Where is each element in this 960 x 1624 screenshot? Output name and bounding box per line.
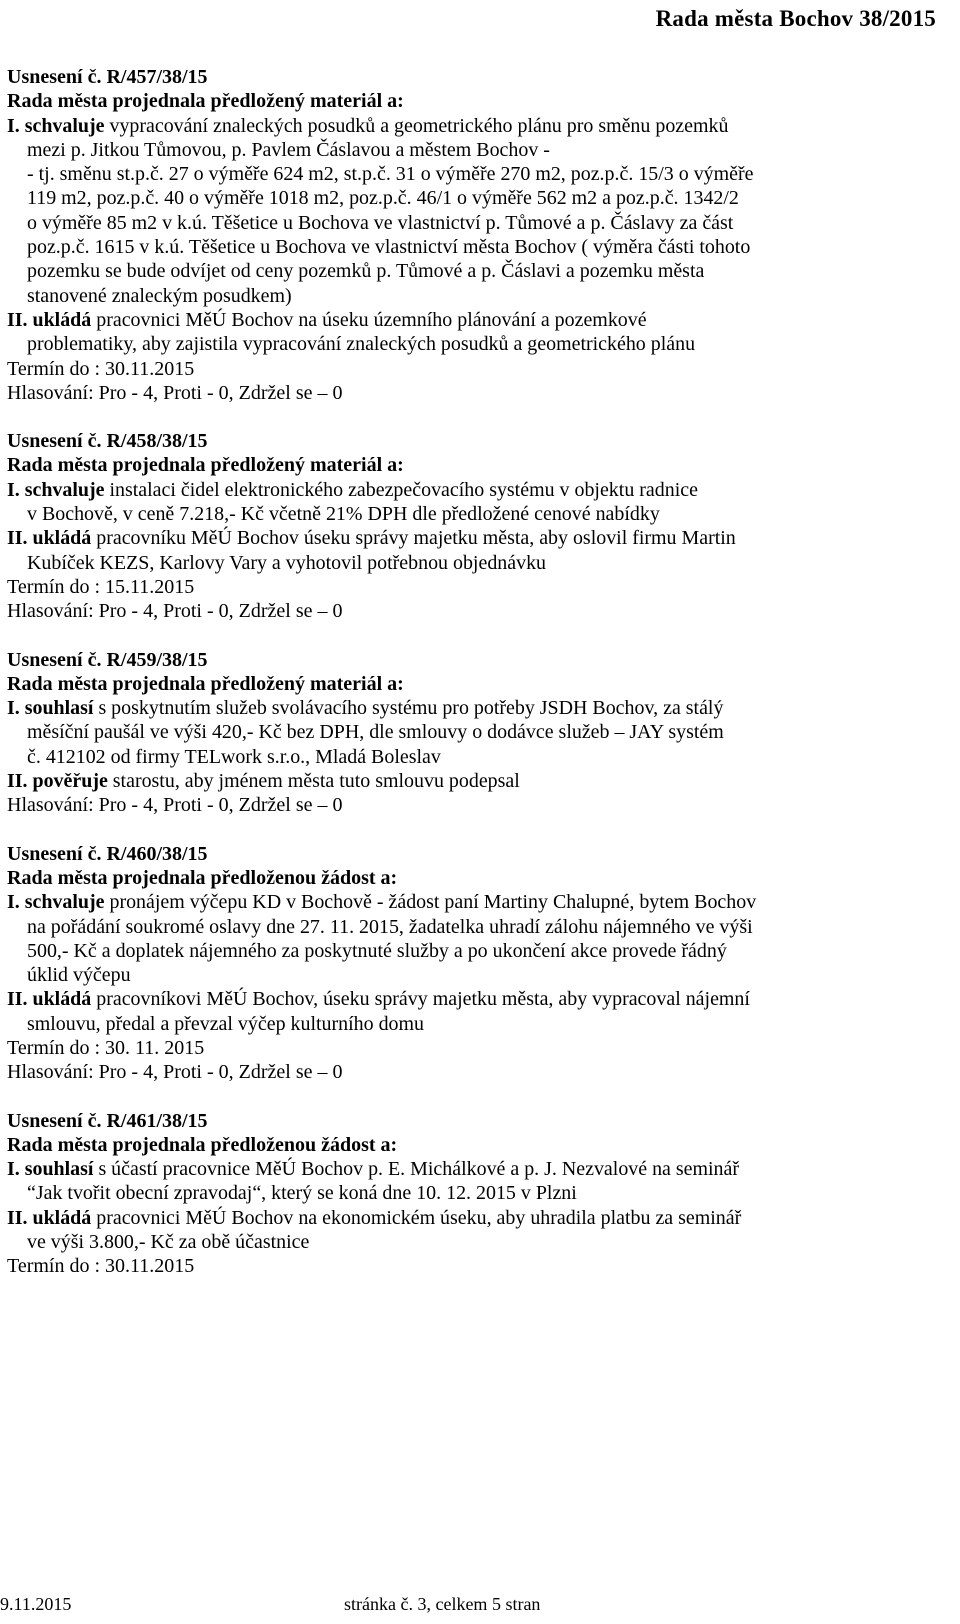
resolution-item-text [7, 1206, 929, 1255]
deadline: Termín do : 30.11.2015 [7, 1255, 195, 1278]
text-line [7, 696, 929, 720]
resolution-verb: souhlasí [24, 697, 94, 720]
resolution-section [7, 429, 929, 623]
text-line [7, 720, 929, 744]
resolution-item-text [7, 308, 929, 357]
deadline: Termín do : 30. 11. 2015 [7, 1036, 205, 1059]
text-line-content: o výměře 85 m2 v k.ú. Těšetice u Bochova ve vlastnictví p. Tůmové a p. Čáslavy za část [27, 211, 734, 234]
text-line-content: pronájem výčepu KD v Bochově - žádost paní Martiny Chalupné, bytem Bochov [104, 891, 757, 914]
resolution-item-text [7, 987, 929, 1036]
text-line [7, 138, 929, 162]
resolution-item [7, 478, 929, 527]
text-line [7, 890, 929, 914]
resolution-subheading: Rada města projednala předloženou žádost a: [7, 866, 398, 889]
resolution-item-text [7, 696, 929, 769]
text-line [7, 284, 929, 308]
resolution-section [7, 842, 929, 1085]
footer-date: 9.11.2015 [0, 1594, 72, 1614]
roman-numeral: I. [7, 697, 25, 720]
text-line-content: ve výši 3.800,- Kč za obě účastnice [27, 1231, 310, 1254]
text-line-content: pracovnici MěÚ Bochov na ekonomickém úseku, aby uhradila platbu za seminář [91, 1206, 742, 1229]
text-line [7, 332, 929, 356]
deadline: Termín do : 15.11.2015 [7, 575, 195, 598]
text-line [7, 745, 929, 769]
resolution-section [7, 648, 929, 818]
text-line-content: vypracování znaleckých posudků a geometrického plánu pro směnu pozemků [104, 114, 729, 137]
vote-result: Hlasování: Pro - 4, Proti - 0, Zdržel se – 0 [7, 381, 343, 404]
resolution-subheading: Rada města projednala předložený materiál a: [7, 90, 404, 113]
footer-page-number: stránka č. 3, celkem 5 stran [344, 1594, 541, 1614]
resolution-number: Usnesení č. R/457/38/15 [7, 66, 208, 88]
text-line [7, 769, 929, 793]
resolution-verb: ukládá [32, 1206, 92, 1229]
text-line [7, 551, 929, 575]
text-line-content: úklid výčepu [27, 964, 131, 987]
resolution-verb: souhlasí [24, 1158, 94, 1181]
text-line-content: pozemku se bude odvíjet od ceny pozemků p. Tůmové a p. Čáslavi a pozemku města [27, 260, 705, 283]
text-line [7, 186, 929, 210]
text-line [7, 1206, 929, 1230]
text-line [7, 211, 929, 235]
roman-numeral: II. [7, 308, 33, 331]
page-header-title: Rada města Bochov 38/2015 [655, 6, 936, 31]
resolution-section [7, 1109, 929, 1279]
text-line [7, 1230, 929, 1254]
roman-numeral: II. [7, 527, 33, 550]
roman-numeral: II. [7, 1206, 33, 1229]
resolution-item [7, 890, 929, 987]
resolution-verb: ukládá [32, 308, 92, 331]
resolution-verb: ukládá [32, 988, 92, 1011]
deadline: Termín do : 30.11.2015 [7, 357, 195, 380]
roman-numeral: I. [7, 891, 25, 914]
text-line-content: Kubíček KEZS, Karlovy Vary a vyhotovil potřebnou objednávku [27, 551, 547, 574]
resolution-item [7, 987, 929, 1036]
text-line [7, 162, 929, 186]
text-line-content: 119 m2, poz.p.č. 40 o výměře 1018 m2, poz.p.č. 46/1 o výměře 562 m2 a poz.p.č. 1342/2 [27, 187, 739, 210]
resolution-item [7, 1157, 929, 1206]
text-line [7, 1012, 929, 1036]
vote-result: Hlasování: Pro - 4, Proti - 0, Zdržel se – 0 [7, 1061, 343, 1084]
text-line-content: pracovníkovi MěÚ Bochov, úseku správy majetku města, aby vypracoval nájemní [91, 988, 750, 1011]
vote-result: Hlasování: Pro - 4, Proti - 0, Zdržel se – 0 [7, 794, 343, 817]
text-line-content: pracovníku MěÚ Bochov úseku správy majetku města, aby oslovil firmu Martin [91, 527, 736, 550]
text-line-content: č. 412102 od firmy TELwork s.r.o., Mladá Boleslav [27, 745, 441, 768]
text-line [7, 1157, 929, 1181]
text-line [7, 915, 929, 939]
resolution-item-text [7, 526, 929, 575]
resolution-verb: schvaluje [24, 114, 105, 137]
text-line [7, 114, 929, 138]
resolution-subheading: Rada města projednala předložený materiál a: [7, 672, 404, 695]
resolution-number: Usnesení č. R/458/38/15 [7, 430, 208, 453]
text-line-content: mezi p. Jitkou Tůmovou, p. Pavlem Čáslavou a městem Bochov - [27, 138, 550, 161]
text-line-content: - tj. směnu st.p.č. 27 o výměře 624 m2, st.p.č. 31 o výměře 270 m2, poz.p.č. 15/3 o výměře [27, 163, 754, 186]
resolution-item-text [7, 769, 929, 793]
resolution-number: Usnesení č. R/459/38/15 [7, 648, 208, 671]
text-line [7, 502, 929, 526]
text-line [7, 259, 929, 283]
resolution-subheading: Rada města projednala předloženou žádost a: [7, 1133, 398, 1156]
resolution-item-text [7, 1157, 929, 1206]
text-line [7, 987, 929, 1011]
text-line [7, 308, 929, 332]
text-line-content: problematiky, aby zajistila vypracování znaleckých posudků a geometrického plánu [27, 333, 696, 356]
roman-numeral: I. [7, 114, 25, 137]
resolution-item [7, 1206, 929, 1255]
text-line [7, 526, 929, 550]
resolution-item [7, 114, 929, 308]
resolution-verb: ukládá [32, 527, 92, 550]
text-line [7, 939, 929, 963]
text-line-content: na pořádání soukromé oslavy dne 27. 11. 2015, žadatelka uhradí zálohu nájemného ve výši [27, 915, 753, 938]
resolution-verb: pověřuje [32, 770, 108, 793]
resolution-item-text [7, 478, 929, 527]
resolution-item [7, 308, 929, 357]
text-line-content: “Jak tvořit obecní zpravodaj“, který se koná dne 10. 12. 2015 v Plzni [27, 1182, 577, 1205]
roman-numeral: I. [7, 478, 25, 501]
resolution-verb: schvaluje [24, 891, 105, 914]
text-line-content: stanovené znaleckým posudkem) [27, 284, 292, 307]
text-line-content: 500,- Kč a doplatek nájemného za poskytnuté služby a po ukončení akce provede řádný [27, 939, 727, 962]
resolution-item-text [7, 890, 929, 987]
resolution-item [7, 769, 929, 793]
text-line-content: starostu, aby jménem města tuto smlouvu podepsal [107, 770, 520, 793]
resolution-item-text [7, 114, 929, 308]
vote-result: Hlasování: Pro - 4, Proti - 0, Zdržel se – 0 [7, 600, 343, 623]
roman-numeral: II. [7, 770, 33, 793]
text-line-content: poz.p.č. 1615 v k.ú. Těšetice u Bochova ve vlastnictví města Bochov ( výměra části tohoto [27, 236, 751, 259]
text-line [7, 478, 929, 502]
text-line-content: instalaci čidel elektronického zabezpečovacího systému v objektu radnice [104, 478, 698, 501]
text-line [7, 963, 929, 987]
roman-numeral: II. [7, 988, 33, 1011]
text-line-content: s účastí pracovnice MěÚ Bochov p. E. Michálkové a p. J. Nezvalové na seminář [93, 1158, 740, 1181]
text-line-content: měsíční paušál ve výši 420,- Kč bez DPH, dle smlouvy o dodávce služeb – JAY systém [27, 721, 724, 744]
text-line [7, 235, 929, 259]
resolutions-list [7, 65, 929, 1303]
text-line-content: s poskytnutím služeb svolávacího systému pro potřeby JSDH Bochov, za stálý [93, 697, 724, 720]
resolution-section [7, 65, 929, 405]
roman-numeral: I. [7, 1158, 25, 1181]
resolution-subheading: Rada města projednala předložený materiál a: [7, 454, 404, 477]
resolution-item [7, 526, 929, 575]
text-line-content: pracovnici MěÚ Bochov na úseku územního plánování a pozemkové [91, 308, 647, 331]
text-line-content: smlouvu, předal a převzal výčep kulturního domu [27, 1012, 424, 1035]
resolution-number: Usnesení č. R/460/38/15 [7, 842, 208, 865]
text-line [7, 1181, 929, 1205]
resolution-verb: schvaluje [24, 478, 105, 501]
resolution-item [7, 696, 929, 769]
text-line-content: v Bochově, v ceně 7.218,- Kč včetně 21% DPH dle předložené cenové nabídky [27, 503, 660, 526]
resolution-number: Usnesení č. R/461/38/15 [7, 1109, 208, 1132]
